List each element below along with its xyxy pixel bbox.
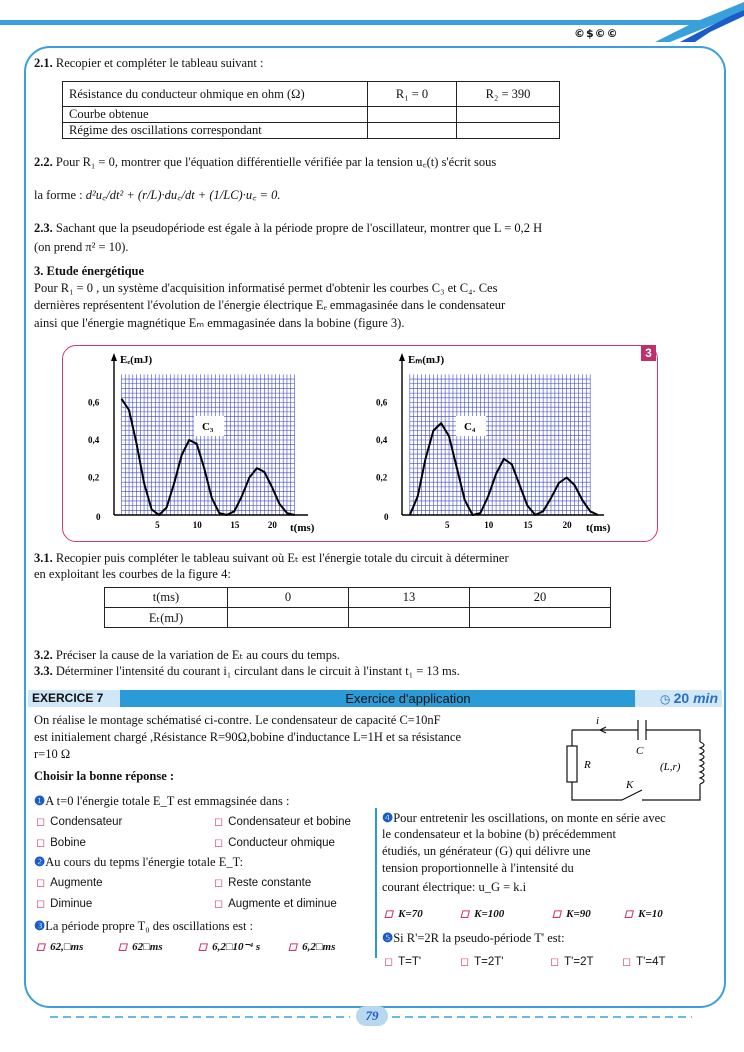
- mcq-option[interactable]: ◻ Condensateur: [36, 816, 123, 828]
- mcq-option[interactable]: ◻ Reste constante: [214, 877, 312, 889]
- mcq-option[interactable]: ◻ T=T': [384, 956, 422, 968]
- x-tick-label: 20: [267, 520, 277, 530]
- mcq-4-text: tension proportionnelle à l'intensité du: [382, 861, 574, 875]
- exercise-label: EXERCICE 7: [28, 690, 120, 707]
- circuit-label-i: i: [596, 715, 600, 727]
- x-tick-label: 10: [192, 520, 202, 530]
- question-2-1: 2.1. Recopier et compléter le tableau suivant :: [34, 56, 264, 70]
- section-3-text: dernières représentent l'évolution de l'énergie électrique Eₑ emmagasinée dans le condensateur: [34, 298, 506, 312]
- mcq-4-text: étudiés, un générateur (G) qui délivre une: [382, 844, 591, 858]
- checkbox-icon: ◻: [198, 941, 208, 953]
- y-tick-label: 0,2: [88, 472, 100, 483]
- table-cell: 0: [228, 588, 349, 608]
- mcq-option[interactable]: ◻ Augmente: [36, 877, 103, 889]
- mcq-option[interactable]: ◻ T'=2T: [550, 956, 594, 968]
- mcq-option[interactable]: ◻ 6,2□10⁻⁴ s: [198, 941, 261, 953]
- checkbox-icon: ◻: [36, 898, 46, 910]
- y-tick-label: 0,4: [88, 435, 100, 445]
- section-3-text: ainsi que l'énergie magnétique Eₘ emmagasinée dans la bobine (figure 3).: [34, 316, 405, 330]
- mcq-option[interactable]: ◻ 62,□ms: [36, 941, 84, 953]
- circuit-label-r: R: [584, 759, 591, 771]
- checkbox-icon: ◻: [214, 898, 224, 910]
- circuit-label-c: C: [636, 745, 644, 757]
- mcq-option[interactable]: ◻ T'=4T: [622, 956, 666, 968]
- circuit-diagram: [560, 712, 720, 808]
- table-cell: Courbe obtenue: [63, 107, 368, 123]
- mcq-4-text: courant électrique: u_G = k.i: [382, 880, 527, 894]
- checkbox-icon: ◻: [36, 941, 46, 953]
- exercise-intro: est initialement chargé ,Résistance R=90Ω,bobine d'inductance L=1H et sa résistance: [34, 730, 462, 744]
- checkbox-icon: ◻: [214, 816, 224, 828]
- mcq-option[interactable]: ◻ T=2T': [460, 956, 504, 968]
- y-tick-label: 0,4: [376, 435, 388, 445]
- curve-label: C₃: [202, 421, 214, 433]
- mcq-3-question: ❸La période propre T₀ des oscillations est :: [34, 919, 254, 933]
- table-resistance: [62, 81, 560, 139]
- table-cell: Eₜ(mJ): [105, 608, 228, 628]
- checkbox-icon: ◻: [118, 941, 128, 953]
- exercise-time: ◷ 20 min: [635, 690, 722, 707]
- mcq-option[interactable]: ◻ K=100: [460, 908, 505, 920]
- x-tick-label: 20: [562, 520, 572, 530]
- checkbox-icon: ◻: [36, 877, 46, 889]
- y-axis-label: Eₑ(mJ): [120, 354, 153, 366]
- origin-label: 0: [384, 512, 389, 522]
- header-bar: [0, 20, 700, 25]
- equation-line: la forme : d²u꜀/dt² + (r/L)·du꜀/dt + (1/LC)·u꜀ = 0.: [34, 188, 281, 202]
- question-2-3: 2.3. Sachant que la pseudopériode est égale à la période propre de l'oscillateur, montrer que L = 0,2 H: [34, 221, 543, 235]
- mcq-2-question: ❷Au cours du tepms l'énergie totale E_T:: [34, 855, 244, 869]
- section-3-title: 3. Etude énergétique: [34, 264, 145, 278]
- question-2-2: 2.2. Pour R₁ = 0, montrer que l'équation différentielle vérifiée par la tension u꜀(t) s'écrit sous: [34, 155, 497, 169]
- checkbox-icon: ◻: [460, 908, 470, 920]
- mcq-option[interactable]: ◻ Augmente et diminue: [214, 898, 337, 910]
- mcq-5-question: ❺Si R'=2R la pseudo-période T' est:: [382, 931, 565, 945]
- question-2-3-hint: (on prend π² = 10).: [34, 240, 129, 254]
- mcq-4-text: le condensateur et la bobine (b) précédemment: [382, 827, 616, 841]
- y-axis-arrow: [399, 353, 405, 361]
- mcq-option[interactable]: ◻ K=70: [384, 908, 423, 920]
- choose-instruction: Choisir la bonne réponse :: [34, 769, 175, 783]
- checkbox-icon: ◻: [624, 908, 634, 920]
- mcq-option[interactable]: ◻ Bobine: [36, 837, 86, 849]
- origin-label: 0: [96, 512, 101, 522]
- table-cell: R₂ = 390: [457, 82, 560, 107]
- energy-charts: [62, 345, 656, 540]
- x-axis-label: t(ms): [290, 522, 315, 534]
- mcq-option[interactable]: ◻ 62□ms: [118, 941, 163, 953]
- y-axis-arrow: [111, 353, 117, 361]
- checkbox-icon: ◻: [36, 816, 46, 828]
- x-tick-label: 5: [155, 520, 160, 530]
- checkbox-icon: ◻: [384, 908, 394, 920]
- section-3-text: Pour R₁ = 0 , un système d'acquisition informatisé permet d'obtenir les courbes C₃ et C₄. Ces: [34, 281, 498, 295]
- circuit-label-lr: (L,r): [660, 761, 681, 773]
- cc-license-icons: ©$©©: [574, 27, 619, 40]
- page-number: 79: [356, 1006, 388, 1026]
- table-energy: [104, 587, 611, 628]
- differential-equation: d²u꜀/dt² + (r/L)·du꜀/dt + (1/LC)·u꜀ = 0.: [85, 188, 281, 202]
- exercise-title: Exercice d'application: [345, 691, 471, 706]
- question-3-3: 3.3. Déterminer l'intensité du courant i₁ circulant dans le circuit à l'instant t₁ = 13 ms.: [34, 664, 460, 678]
- mcq-option[interactable]: ◻ 6,2□ms: [288, 941, 336, 953]
- header-swoosh: [650, 2, 744, 42]
- clock-icon: ◷: [659, 692, 674, 706]
- curve-label: C₄: [464, 421, 476, 433]
- table-cell: 20: [470, 588, 611, 608]
- x-tick-label: 10: [484, 520, 494, 530]
- y-tick-label: 0,2: [376, 472, 388, 483]
- mcq-option[interactable]: ◻ Condensateur et bobine: [214, 816, 351, 828]
- question-3-1: 3.1. Recopier puis compléter le tableau suivant où Eₜ est l'énergie totale du circuit à déterminer: [34, 551, 509, 565]
- mcq-1-question: ❶A t=0 l'énergie totale E_T est emmagsinée dans :: [34, 794, 290, 808]
- checkbox-icon: ◻: [214, 877, 224, 889]
- table-cell: Résistance du conducteur ohmique en ohm (Ω): [63, 82, 368, 107]
- table-cell: R₁ = 0: [368, 82, 457, 107]
- x-tick-label: 15: [230, 520, 240, 530]
- checkbox-icon: ◻: [384, 956, 394, 968]
- table-cell: t(ms): [105, 588, 228, 608]
- checkbox-icon: ◻: [550, 956, 560, 968]
- exercise-intro: r=10 Ω: [34, 747, 71, 761]
- checkbox-icon: ◻: [460, 956, 470, 968]
- mcq-option[interactable]: ◻ Diminue: [36, 898, 93, 910]
- circuit-label-k: K: [626, 779, 634, 791]
- mcq-option[interactable]: ◻ Conducteur ohmique: [214, 837, 335, 849]
- y-tick-label: 0,6: [88, 397, 100, 408]
- x-tick-label: 15: [523, 520, 533, 530]
- mcq-option[interactable]: ◻ K=10: [624, 908, 663, 920]
- question-3-2: 3.2. Préciser la cause de la variation de Eₜ au cours du temps.: [34, 648, 341, 662]
- checkbox-icon: ◻: [288, 941, 298, 953]
- checkbox-icon: ◻: [622, 956, 632, 968]
- mcq-option[interactable]: ◻ K=90: [552, 908, 591, 920]
- checkbox-icon: ◻: [214, 837, 224, 849]
- mcq-4-question: ❹Pour entretenir les oscillations, on monte en série avec: [382, 811, 666, 825]
- x-tick-label: 5: [445, 520, 450, 530]
- checkbox-icon: ◻: [552, 908, 562, 920]
- figure-number: 3: [641, 345, 656, 361]
- x-axis-label: t(ms): [586, 522, 611, 534]
- checkbox-icon: ◻: [36, 837, 46, 849]
- y-axis-label: Eₘ(mJ): [408, 354, 445, 366]
- exercise-intro: On réalise le montage schématisé ci-contre. Le condensateur de capacité C=10nF: [34, 713, 441, 727]
- y-tick-label: 0,6: [376, 397, 388, 408]
- table-cell: 13: [349, 588, 470, 608]
- table-cell: Régime des oscillations correspondant: [63, 123, 368, 139]
- question-3-1-cont: en exploitant les courbes de la figure 4:: [34, 567, 231, 581]
- column-divider: [375, 808, 377, 958]
